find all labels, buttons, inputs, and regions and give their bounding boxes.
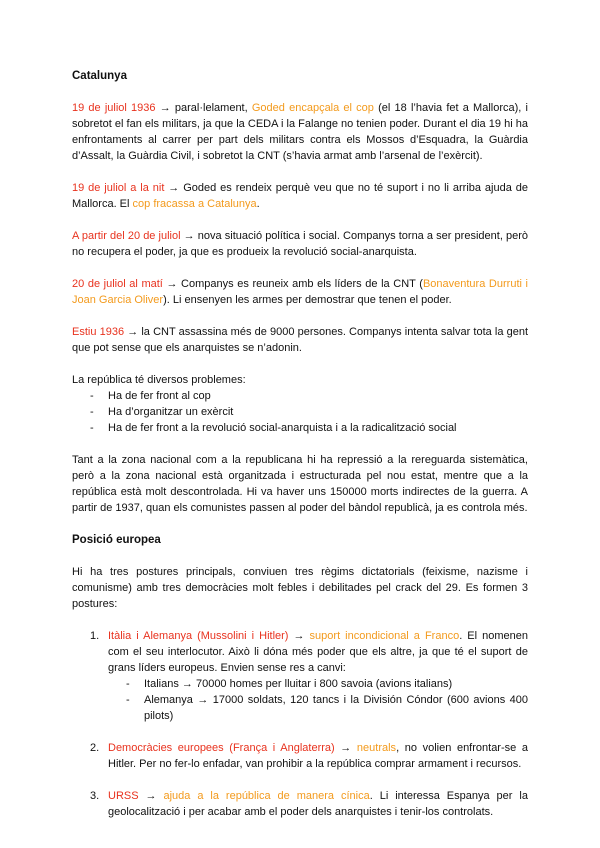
paragraph-20-juliol-mati: [72, 276, 528, 308]
paragraph-19-juliol-nit: [72, 180, 528, 212]
list-number: 3.: [90, 790, 100, 802]
paragraph-20-juliol: [72, 228, 528, 260]
posture-item: [72, 788, 528, 820]
support-list: [108, 676, 528, 724]
paragraph-text: ). Li ensenyen les armes per demostrar que tenen el poder.: [163, 294, 452, 306]
date-label: 20 de juliol al matí: [72, 278, 163, 290]
paragraph-repressio: Tant a la zona nacional com a la republicana hi ha repressió a la rereguarda sistemàtica, però a la zona nacional està organitzada i estructurada pel nou estat, mentre que a la república està molt descontrolada. Hi va haver uns 150000 morts indirectes de la guerra. A partir de 1937, quan els comunistes passen al poder del bàndol republicà, ja es controla més.: [72, 454, 528, 514]
problems-list: [72, 388, 528, 436]
arrow-text: →: [138, 790, 164, 802]
paragraph-text: → paral·lelament,: [155, 102, 252, 114]
list-number: 1.: [90, 630, 100, 642]
paragraph-text: → Companys es reuneix amb els líders de la CNT (: [162, 278, 423, 290]
paragraph-text: (el 18 l’havia fet a Mallorca), i sobretot el fan els militars, ja que la CEDA i la Falange no tenien poder. Durant el dia 19 hi ha enfrontaments al carrer per part dels militars contra els Mossos d’Esquadra, la Guàrdia d’Assalt, la Guàrdia Civil, i sobretot la CNT (s’havia armat amb l’arsenal de l’exèrcit).: [72, 102, 528, 162]
posture-stance: neutrals: [356, 742, 397, 754]
list-item: - Alemanya → 17000 soldats, 120 tancs i la División Cóndor (600 avions 400 pilots): [126, 692, 528, 724]
document-page: [72, 68, 528, 820]
highlight-text: Bonaventura Durruti i Joan Garcia Oliver: [72, 278, 528, 306]
paragraph-text: → la CNT assassina més de 9000 persones. Companys intenta salvar tota la gent que pot sense que els anarquistes se n’adonin.: [72, 326, 529, 354]
posture-stance: ajuda a la república de manera cínica: [163, 790, 370, 802]
highlight-text: cop fracassa a Catalunya: [132, 198, 257, 210]
list-item: - Ha de fer front a la revolució social-anarquista i a la radicalització social: [90, 420, 528, 436]
posture-text: . Li interessa Espanya per la geolocalització i per acabar amb el poder dels anarquistes i tenir-los controlats.: [108, 790, 528, 818]
posture-text: , no volien enfrontar-se a Hitler. Per no fer-lo enfadar, van prohibir a la república comprar armament i recursos.: [108, 742, 528, 770]
posture-stance: suport incondicional a Franco: [309, 630, 460, 642]
paragraph-text: → Goded es rendeix perquè veu que no té suport i no li arriba ajuda de Mallorca. El: [72, 182, 528, 210]
arrow-text: →: [334, 742, 357, 754]
posture-countries: URSS: [108, 790, 139, 802]
posture-text: . El nomenen com el seu interlocutor. Això li dóna més poder que els altre, ja que té el suport de grans líders europeus. Envien sense res a canvi:: [108, 630, 528, 674]
date-label: Estiu 1936: [72, 326, 125, 338]
problems-intro: La república té diversos problemes:: [72, 374, 246, 386]
posture-countries: Democràcies europees (França i Anglaterra): [108, 742, 335, 754]
list-number: 2.: [90, 742, 100, 754]
posture-item: [72, 740, 528, 772]
posture-item: [72, 628, 528, 724]
highlight-text: Goded encapçala el cop: [251, 102, 374, 114]
date-label: A partir del 20 de juliol: [72, 230, 181, 242]
paragraph-text: .: [256, 198, 260, 210]
arrow-text: →: [288, 630, 310, 642]
list-item: - Ha d’organitzar un exèrcit: [90, 404, 528, 420]
postures-list: [72, 628, 528, 820]
section-title-catalunya: Catalunya: [72, 70, 127, 82]
section-title-posicio-europea: Posició europea: [72, 534, 161, 546]
paragraph-text: → nova situació política i social. Companys torna a ser president, però no recupera el poder, ja que es produeix la revolució social-anarquista.: [72, 230, 529, 258]
date-label: 19 de juliol a la nit: [72, 182, 165, 194]
list-item: - Ha de fer front al cop: [90, 388, 528, 404]
paragraph-19-juliol: [72, 100, 528, 164]
paragraph-postures-intro: Hi ha tres postures principals, conviuen tres règims dictatorials (feixisme, nazisme i comunisme) amb tres democràcies molt febles i debilitades pel crack del 29. Es formen 3 postures:: [72, 566, 528, 610]
posture-countries: Itàlia i Alemanya (Mussolini i Hitler): [108, 630, 289, 642]
paragraph-estiu-1936: [72, 324, 528, 356]
list-item: - Italians → 70000 homes per lluitar i 800 savoia (avions italians): [126, 676, 528, 692]
date-label: 19 de juliol 1936: [72, 102, 156, 114]
